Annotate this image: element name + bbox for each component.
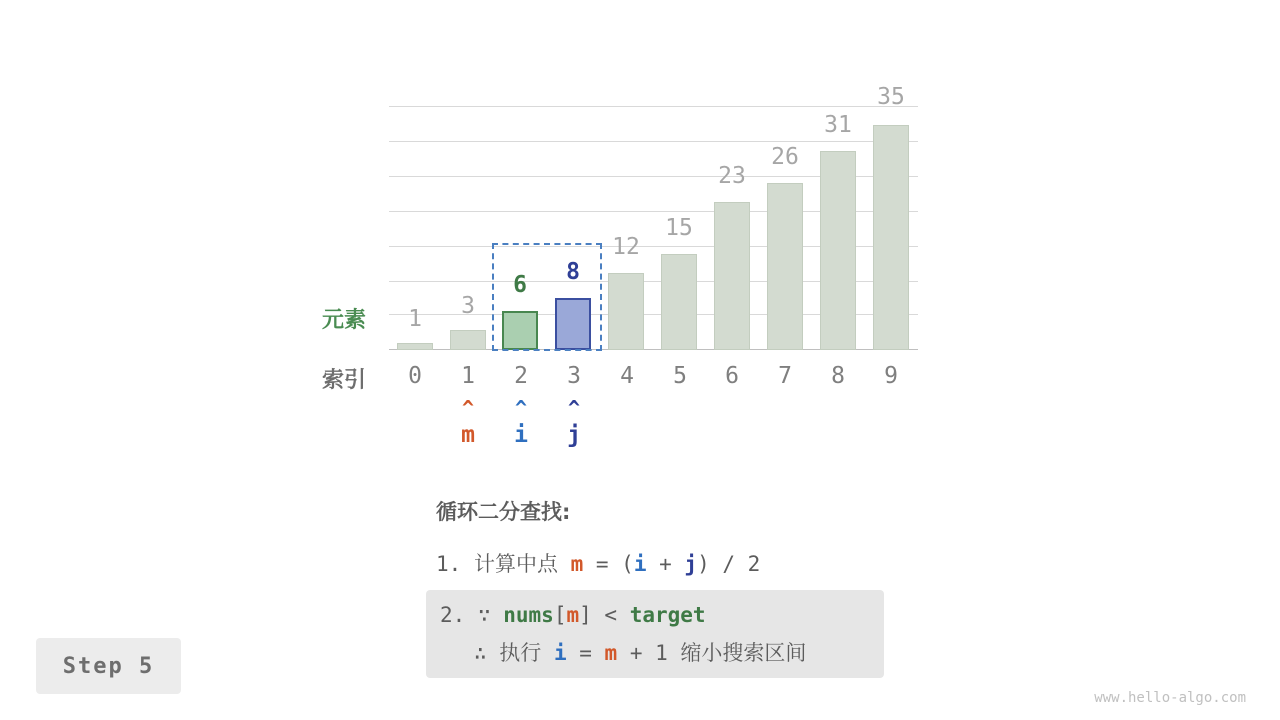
- step2-because: ∵: [465, 603, 504, 627]
- row-title-index: 索引: [322, 368, 367, 393]
- index-label-3: 3: [567, 363, 581, 389]
- step1-text-c: ) / 2: [697, 552, 761, 576]
- step2-number: 2.: [440, 603, 466, 627]
- step2-nums: nums: [503, 603, 554, 627]
- bar-value-8: 31: [824, 112, 852, 138]
- step1-text-b: = (: [583, 552, 634, 576]
- gridline: [389, 106, 918, 107]
- bar-8: [820, 151, 856, 350]
- step2-plus-one: + 1: [617, 641, 681, 665]
- step2-assign: =: [566, 641, 605, 665]
- pointer-label-j: j: [567, 422, 581, 448]
- bar-6: [714, 202, 750, 350]
- bar-9: [873, 125, 909, 350]
- step-badge: Step 5: [36, 638, 181, 694]
- bar-value-2: 6: [513, 272, 527, 298]
- index-label-8: 8: [831, 363, 845, 389]
- step2-line-1: [440, 603, 880, 627]
- search-range-box: [492, 243, 602, 351]
- bar-7: [767, 183, 803, 350]
- step2-target: target: [629, 603, 706, 627]
- step1-number: 1.: [436, 552, 462, 576]
- bar-5: [661, 254, 697, 350]
- bar-value-6: 23: [718, 163, 746, 189]
- step1-var-i: i: [633, 552, 647, 576]
- bar-value-1: 3: [461, 293, 475, 319]
- bar-value-4: 12: [612, 234, 640, 260]
- bar-chart: [389, 84, 918, 350]
- gridline: [389, 141, 918, 142]
- row-title-element: 元素: [322, 308, 367, 333]
- caption-step-1: [436, 548, 956, 578]
- step1-var-m: m: [570, 552, 584, 576]
- caption-block: [436, 496, 956, 578]
- index-label-4: 4: [620, 363, 634, 389]
- index-label-9: 9: [884, 363, 898, 389]
- bar-value-7: 26: [771, 144, 799, 170]
- bar-4: [608, 273, 644, 350]
- caret-j: ^: [567, 396, 581, 420]
- step2-bracket-open: [: [553, 603, 567, 627]
- bar-value-3: 8: [566, 259, 580, 285]
- step1-text-a: 计算中点: [461, 552, 571, 576]
- index-label-6: 6: [725, 363, 739, 389]
- pointer-label-m: m: [461, 422, 475, 448]
- index-label-0: 0: [408, 363, 422, 389]
- index-label-7: 7: [778, 363, 792, 389]
- bar-value-0: 1: [408, 306, 422, 332]
- step2-bracket-close: ]: [579, 603, 592, 627]
- step2-var-i: i: [553, 641, 567, 665]
- step2-therefore: ∴ 执行: [474, 641, 554, 665]
- step2-line-2: [440, 637, 880, 667]
- index-label-2: 2: [514, 363, 528, 389]
- step1-plus: +: [646, 552, 685, 576]
- step2-var-m2: m: [604, 641, 618, 665]
- step2-var-m: m: [566, 603, 580, 627]
- index-label-1: 1: [461, 363, 475, 389]
- caret-m: ^: [461, 396, 475, 420]
- step1-var-j: j: [684, 552, 698, 576]
- bar-0: [397, 343, 433, 350]
- caption-step-2: [440, 603, 880, 667]
- bar-1: [450, 330, 486, 350]
- watermark: www.hello-algo.com: [1094, 690, 1246, 706]
- caption-heading: 循环二分查找:: [436, 500, 571, 524]
- step2-tail: 缩小搜索区间: [680, 641, 807, 665]
- index-label-5: 5: [673, 363, 687, 389]
- bar-value-5: 15: [665, 215, 693, 241]
- step2-operator: <: [591, 603, 630, 627]
- pointer-label-i: i: [514, 422, 528, 448]
- bar-value-9: 35: [877, 84, 905, 110]
- caret-i: ^: [514, 396, 528, 420]
